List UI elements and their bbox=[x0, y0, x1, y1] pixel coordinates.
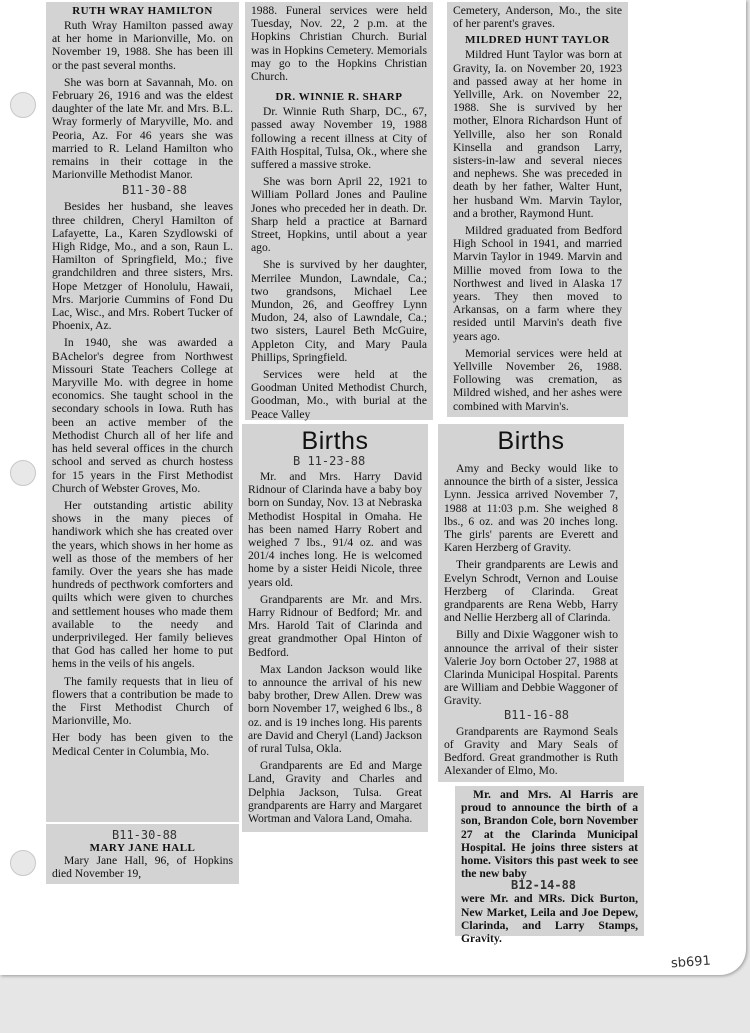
obituary-paragraph: Her outstanding artistic ability shows in the many pieces of handiwork which she has created over the years, which shows in her home as well as those of the members of her family. Over the years she has made hundreds of pecthwork comforters and quilts which were given to churches and settlement houses who made them available to the needy and underprivileged. Her family believes that God has called her home to put hems in the veils of his angels. bbox=[52, 498, 233, 671]
obituary-title: MILDRED HUNT TAYLOR bbox=[465, 34, 610, 47]
obituary-ruth-wray-hamilton bbox=[46, 2, 239, 822]
obituary-paragraph: In 1940, she was awarded a BAchelor's degree from Northwest Missouri State Teachers College at Maryville Mo. with degree in home economics. She taught school in the secondary schools in Iowa. Ruth has been an active member of the Methodist Church all of her life and has held several offices in the church school and served as church hostess for 15 years in the First Methodist Church of Webster Groves, Mo. bbox=[52, 336, 233, 495]
obituary-paragraph: She is survived by her daughter, Merrilee Mundon, Lawndale, Ca.; two grandsons, Michael Lee Mundon, 26, and Geoffrey Lynn Mudon, 24, also of Lawndale, Ca.; two sisters, Laurel Beth McGuire, Appleton City, and Mary Paula Phillips, Springfield. bbox=[251, 258, 427, 364]
obituary-mary-jane-hall bbox=[46, 824, 239, 884]
birth-paragraph: Billy and Dixie Waggoner wish to announce the arrival of their sister Valerie Joy born October 27, 1988 at Clarinda Municipal Hospital. Parents are William and Debbie Waggoner of Gravity. bbox=[444, 628, 618, 708]
obituary-paragraph: 1988. Funeral services were held Tuesday, Nov. 22, 2 p.m. at the Hopkins Christian Church. Burial was in Hopkins Cemetery. Memorials may go to the Hopkins Christian Church. bbox=[251, 4, 427, 84]
birth-paragraph: were Mr. and MRs. Dick Burton, New Market, Leila and Joe Depew, Clarinda, and Larry Stamps, Gravity. bbox=[461, 892, 638, 946]
obituary-paragraph: Her body has been given to the Medical Center in Columbia, Mo. bbox=[52, 731, 233, 758]
birth-paragraph: Mr. and Mrs. Harry David Ridnour of Clarinda have a baby boy born on Sunday, Nov. 13 at Nebraska Methodist Hospital in Omaha. He has been named Harry Robert and weighed 7 lbs., 91/4 oz. and was 201/4 inches long. He is welcomed home by a sister Heidi Nicole, three years old. bbox=[248, 470, 422, 589]
birth-paragraph: Grandparents are Mr. and Mrs. Harry Ridnour of Bedford; Mr. and Mrs. Harold Tait of Clarinda and great grandmother Opal Hinton of Bedford. bbox=[248, 592, 422, 659]
births-announcement-1 bbox=[242, 424, 428, 832]
obituary-paragraph: The family requests that in lieu of flowers that a contribution be made to the First Methodist Church of Marionville, Mo. bbox=[52, 674, 233, 728]
obituary-paragraph: Ruth Wray Hamilton passed away at her home in Marionville, Mo. on November 19, 1988. She has been ill or the past several months. bbox=[52, 19, 233, 72]
page-code-note: sb691 bbox=[670, 953, 712, 972]
obituary-title: RUTH WRAY HAMILTON bbox=[72, 5, 213, 17]
obituary-paragraph: Dr. Winnie Ruth Sharp, DC., 67, passed away November 19, 1988 following a recent illness at City of FAith Hospital, Tulsa, Ok., where she suffered a massive stroke. bbox=[251, 105, 427, 172]
obituary-paragraph: Services were held at the Goodman United Methodist Church, Goodman, Mo., with burial at the Peace Valley bbox=[251, 368, 427, 421]
obituary-mildred-hunt-taylor bbox=[447, 2, 628, 417]
obituary-paragraph: Memorial services were held at Yellville November 26, 1988. Following was cremation, as Mildred wished, and her ashes were combined with Marvin's. bbox=[453, 346, 622, 413]
birth-paragraph: Grandparents are Ed and Marge Land, Gravity and Charles and Delphia Jackson, Tulsa. Great grandparents are Harry and Margaret Wortman and Valora Land, Omaha. bbox=[248, 759, 422, 826]
obituary-paragraph: She was born April 22, 1921 to William Pollard Jones and Pauline Jones who preceded her in death. Dr. Sharp held a practice at Barnard Street, Hopkins, until about a year ago. bbox=[251, 175, 427, 255]
binder-hole bbox=[10, 850, 36, 876]
obituary-title: DR. WINNIE R. SHARP bbox=[275, 91, 403, 104]
handwritten-date-note: B11-30-88 bbox=[122, 183, 188, 198]
births-announcement-2 bbox=[438, 424, 624, 782]
obituary-paragraph: Besides her husband, she leaves three children, Cheryl Hamilton of Lafayette, La., Karen Szydlowski of High Ridge, Mo., and a son, Raun L. Hamilton of Springfield, Mo.; five grandchildren and three sisters, Mrs. Hope Metzger of Honolulu, Hawaii, Mrs. Marjorie Cummins of Fond Du Lac, Wisc., and Mrs. Robert Tucker of Phoenix, Az. bbox=[52, 200, 233, 333]
birth-paragraph: Their grandparents are Lewis and Evelyn Schrodt, Vernon and Louise Herzberg of Clarinda. Great grandparents are Rena Webb, Harry and Nellie Herzberg all of Clarinda. bbox=[444, 558, 618, 625]
birth-paragraph: Grandparents are Raymond Seals of Gravity and Mary Seals of Bedford. Great grandmother is Ruth Alexander of Elmo, Mo. bbox=[444, 724, 618, 778]
obituary-paragraph: Mary Jane Hall, 96, of Hopkins died November 19, bbox=[52, 854, 233, 881]
handwritten-date-note: B11-16-88 bbox=[504, 707, 570, 722]
obituary-paragraph: Mildred Hunt Taylor was born at Gravity, Ia. on November 20, 1923 and passed away at her home in Yellville, Ark. on November 22, 1988. She is survived by her mother, Elnora Richardson Hunt of Yellville, also her son Ronald Kinsella and grandson Larry, sisters-in-law and several nieces and nephews. She was preceded in death by her father, Walter Hunt, her husband Wm. Marvin Taylor, and a brother, Raymond Hunt. bbox=[453, 48, 622, 220]
obituary-title: MARY JANE HALL bbox=[89, 842, 196, 854]
birth-paragraph: Mr. and Mrs. Al Harris are proud to announce the birth of a son, Brandon Cole, born November 27 at the Clarinda Municipal Hospital. He joins three sisters at home. Visitors this past week to see the new baby bbox=[461, 788, 638, 881]
obituary-paragraph: She was born at Savannah, Mo. on February 26, 1916 and was the eldest daughter of the late Mr. and Mrs. B.L. Wray formerly of Maryville, Mo. and Peoria, Az. For 46 years she was married to R. Leland Hamilton who remains in their cottage in the Marionville Methodist Manor. bbox=[52, 75, 233, 182]
handwritten-date-note: B12-14-88 bbox=[511, 878, 577, 893]
obituary-paragraph: Cemetery, Anderson, Mo., the site of her parent's graves. bbox=[453, 4, 622, 31]
birth-paragraph: Amy and Becky would like to announce the birth of a sister, Jessica Lynn. Jessica arrived November 7, 1988 at 11:03 p.m. She weighed 8 lbs., 6 oz. and was 20 inches long. The girls' parents are Everett and Karen Herzberg of Gravity. bbox=[444, 462, 618, 555]
birth-paragraph: Max Landon Jackson would like to announce the arrival of his new baby brother, Drew Allen. Drew was born November 17, weighed 6 lbs., 8 oz. and is 19 inches long. His parents are David and Cheryl (Land) Jackson of rural Tulsa, Okla. bbox=[248, 662, 422, 756]
binder-hole bbox=[10, 460, 36, 486]
obituary-paragraph: Mildred graduated from Bedford High School in 1941, and married Marvin Taylor in 1949. Marvin and Millie moved from Iowa to the Northwest and lived in Alaska 17 years. They then moved to Arkansas, on a farm where they resided until Marvin's death five years ago. bbox=[453, 224, 622, 343]
births-heading: Births bbox=[497, 427, 565, 455]
handwritten-date-note: B 11-23-88 bbox=[293, 454, 366, 468]
births-heading: Births bbox=[301, 427, 369, 455]
obituary-winnie-sharp bbox=[245, 2, 433, 420]
binder-hole bbox=[10, 92, 36, 118]
birth-announcement-harris bbox=[455, 786, 644, 946]
handwritten-date-note: B11-30-88 bbox=[112, 828, 178, 842]
